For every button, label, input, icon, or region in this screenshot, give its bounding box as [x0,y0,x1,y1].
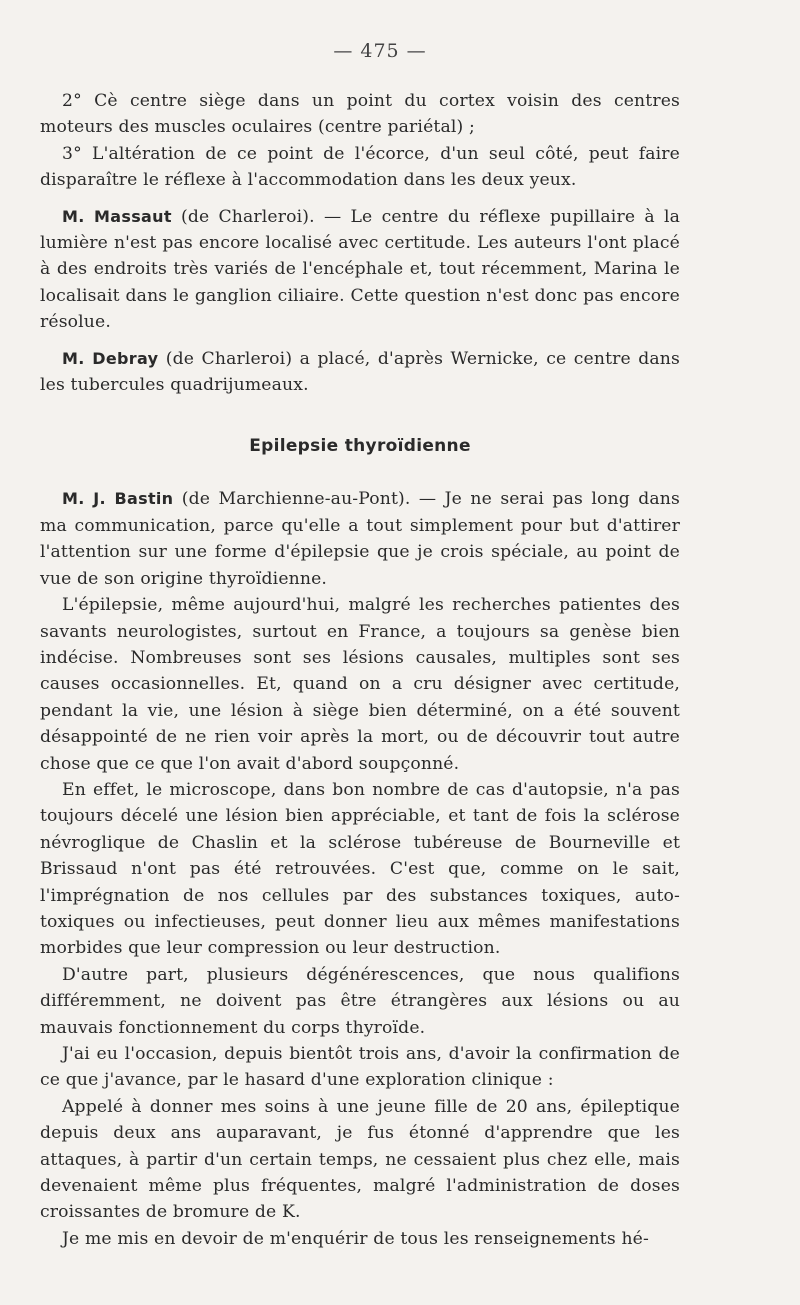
paragraph: J'ai eu l'occasion, depuis bientôt trois ans, d'avoir la confirmation de ce que j'avance, par le hasard d'une exploration clinique : [40,1044,680,1091]
paragraph: L'épilepsie, même aujourd'hui, malgré les recherches patientes des savants neurologistes, surtout en France, a toujours sa genèse bien indécise. Nombreuses sont ses lésions causales, multiples sont ses causes occasionnelles. Et, quand on a cru désigner avec certitude, pendant la vie, une lésion à siège bien déterminé, on a été souvent désappointé de ne rien voir après la mort, ou de découvrir tout autre chose que ce que l'on avait d'abord soupçonné. [40,595,680,774]
paragraph: Appelé à donner mes soins à une jeune fille de 20 ans, épileptique depuis deux ans auparavant, je fus étonné d'apprendre que les attaques, à partir d'un certain temps, ne cessaient plus chez elle, mais devenaient même plus fréquentes, malgré l'administration de doses croissantes de bromure de K. [40,1096,680,1223]
paragraph-massaut [40,204,680,336]
paragraph-bastin [40,486,680,592]
paragraph: 3° L'altération de ce point de l'écorce, d'un seul côté, peut faire disparaître le réflexe à l'accommodation dans les deux yeux. [40,143,680,191]
section-title: Epilepsie thyroïdienne [249,436,471,457]
speaker-name: M. Massaut [62,206,172,226]
page-number: — 475 — [333,40,427,62]
page [40,40,680,1252]
paragraph: Je me mis en devoir de m'enquérir de tous les renseignements hé- [62,1228,649,1249]
paragraph: D'autre part, plusieurs dégénérescences, que nous qualifions différemment, ne doivent pas être étrangères aux lésions ou au mauvais fonctionnement du corps thyroïde. [40,964,680,1038]
speaker-name: M. J. Bastin [62,489,174,509]
speaker-name: M. Debray [62,348,159,368]
paragraph-text: (de Marchienne-au-Pont). — Je ne serai pas long dans ma communication, parce qu'elle a tout simplement pour but d'attirer l'attention sur une forme d'épilepsie que je crois spéciale, au point de vue de son origine thyroïdienne. [40,489,680,589]
paragraph-text: (de Charleroi). — Le centre du réflexe pupillaire à la lumière n'est pas encore localisé avec certitude. Les auteurs l'ont placé à des endroits très variés de l'encéphale et, tout récemment, Marina le localisait dans le ganglion ciliaire. Cette question n'est donc pas encore résolue. [40,206,680,333]
paragraph-text: (de Charleroi) a placé, d'après Wernicke, ce centre dans les tubercules quadrijumeaux. [40,348,680,396]
paragraph: 2° Cè centre siège dans un point du cortex voisin des centres moteurs des muscles oculaires (centre pariétal) ; [40,91,680,138]
paragraph-debray [40,346,680,399]
paragraph: En effet, le microscope, dans bon nombre de cas d'autopsie, n'a pas toujours décelé une lésion bien appréciable, et tant de fois la sclérose névroglique de Chaslin et la sclérose tubéreuse de Bourneville et Brissaud n'ont pas été retrouvées. C'est que, comme on le sait, l'imprégnation de nos cellules par des substances toxiques, auto-toxiques ou infectieuses, peut donner lieu aux mêmes manifestations morbides que leur compression ou leur destruction. [40,779,680,959]
